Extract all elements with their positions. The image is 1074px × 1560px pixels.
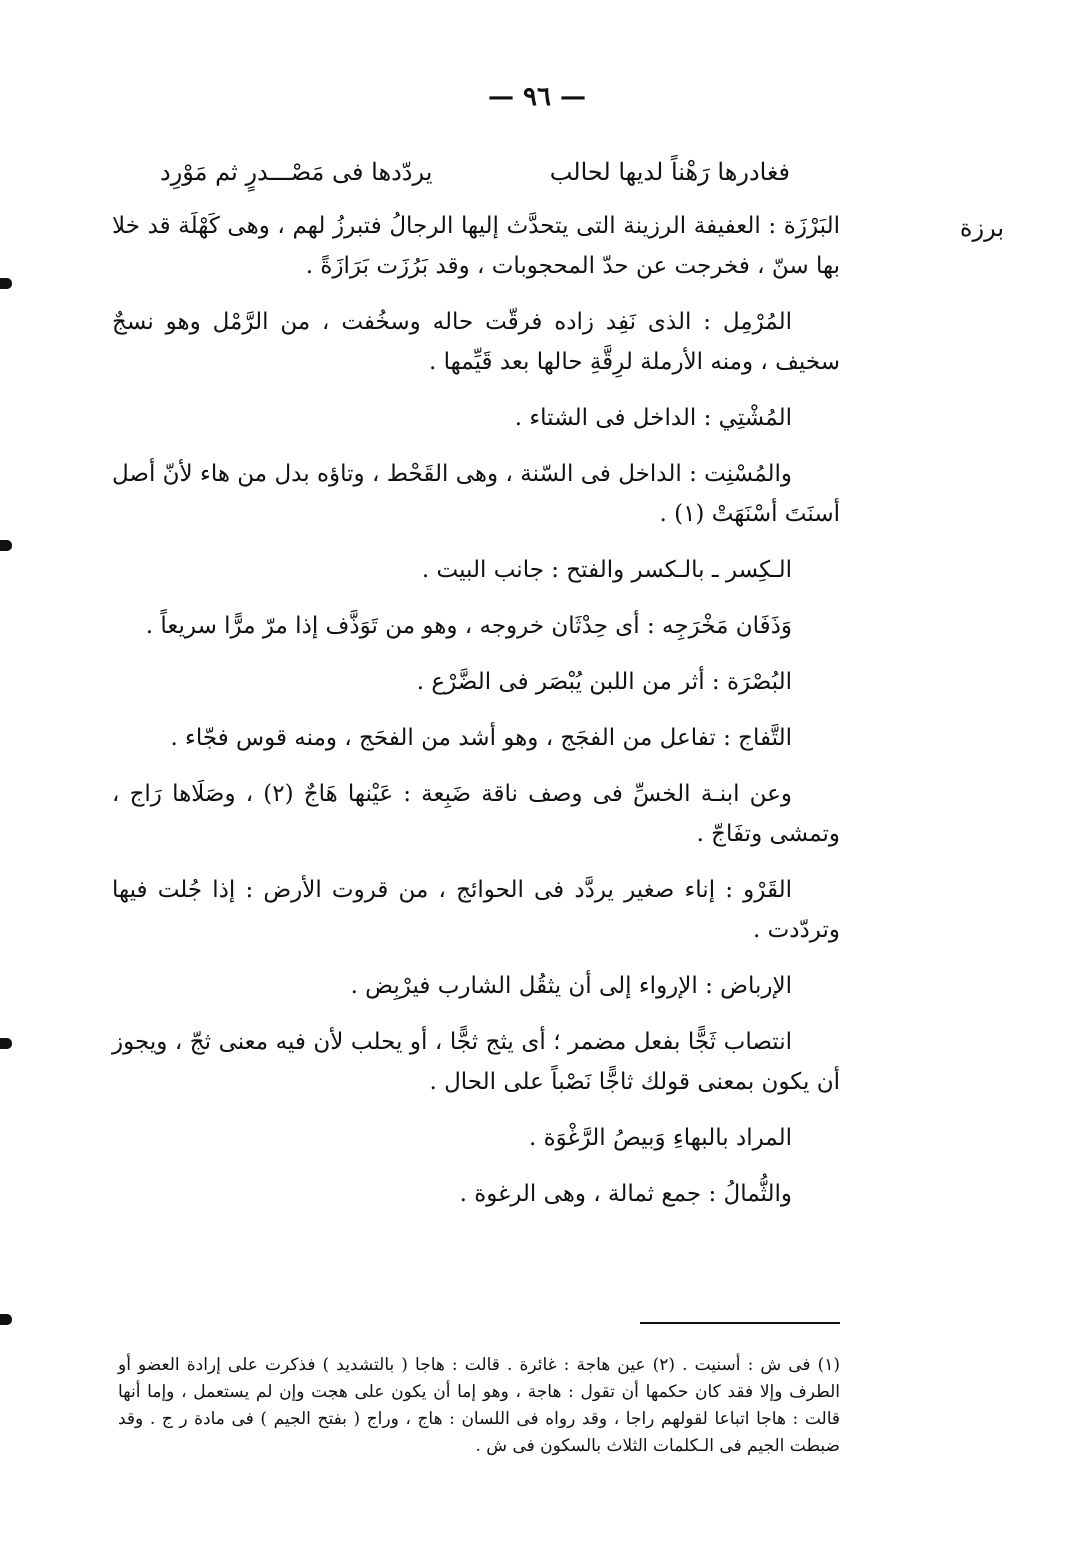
paragraph-tafaj: التَّفاج : تفاعل من الفجَج ، وهو أشد من الفحَج ، ومنه قوس فجّاء . [170,725,792,751]
paragraph-busra: البُصْرَة : أثر من اللبن يُبْصَر فى الضَّرْع . [416,669,792,695]
paragraph-murmil: المُرْمِل : الذى نَفِد زاده فرقّت حاله وسخُفت ، من الرَّمْل وهو نسجٌ سخيف ، ومنه الأرملة لرِقَّةِ حالها بعد قَيِّمها . [112,309,840,375]
scan-edge-mark [0,1038,12,1049]
paragraph-musnit: والمُسْنِت : الداخل فى السّنة ، وهى القَحْط ، وتاؤه بدل من هاء لأنّ أصل أسنَتَ أسْنَهَتْ (١) . [112,461,840,527]
paragraph-wadhafan: وَذَفَان مَخْرَجِه : أى حِدْثَان خروجه ، وهو من تَوَذَّف إذا مرّ مرًّا سريعاً . [145,613,792,639]
paragraph-qarw: القَرْو : إناء صغير يردَّد فى الحوائج ، من قروت الأرض : إذا جُلت فيها وتردّدت . [112,877,840,943]
footnote-text: (١) فى ش : أسنيت . (٢) عين هاجة : غائرة . قالت : هاجا ( بالتشديد ) فذكرت على إرادة العضو أو الطرف وإلا فقد كان حكمها أن تقول : هاجة ، وهو إما أن يكون على هجت وإن لم يستعمل ، وإما أنها قالت : هاجا اتباعا لقولهم راجا ، وقد رواه فى اللسان : هاج ، وراج ( بفتح الجيم ) فى مادة ر ج . وقد ضبطت الجيم فى الـكلمات الثلاث بالسكون فى ش . [118,1355,840,1456]
page-number: — ٩٦ — [487,82,587,112]
scan-edge-mark [0,1314,12,1325]
paragraph-kisr: الـكِسر ـ بالـكسر والفتح : جانب البيت . [421,557,792,583]
verse-hemistich-second: يردّدها فى مَصْـــدرٍ ثم مَوْرِد [160,158,433,186]
verse-line [160,158,790,186]
paragraph-thumal: والثُّمالُ : جمع ثمالة ، وهى الرغوة . [459,1181,792,1207]
paragraph-ibnat-alkhuss: وعن ابنـة الخسِّ فى وصف ناقة ضَبِعة : عَيْنها هَاجٌ (٢) ، وصَلَاها رَاج ، وتمشى وتفَاجّ . [112,781,840,847]
body-text [112,206,840,1230]
verse-hemistich-first: فغادرها رَهْناً لديها لحالب [549,158,790,186]
footnote-divider [640,1322,840,1324]
paragraph-mushti: المُشْتِي : الداخل فى الشتاء . [514,405,792,431]
margin-entry-word: برزة [959,214,1004,242]
scan-edge-mark [0,278,12,289]
scan-edge-mark [0,540,12,551]
paragraph-barza: البَرْزَة : العفيفة الرزينة التى يتحدَّث إليها الرجالُ فتبرزُ لهم ، وهى كَهْلَة قد خلا بها سنّ ، فخرجت عن حدّ المحجوبات ، وقد بَرُزَت بَرَازَةً . [112,213,840,279]
footnotes [118,1352,840,1460]
paragraph-intisab: انتصاب ثَجًّا بفعل مضمر ؛ أى يثج ثجًّا ، أو يحلب لأن فيه معنى ثجّ ، ويجوز أن يكون بمعنى قولك ثاجًّا نَصْباً على الحال . [112,1029,840,1095]
paragraph-bahaa: المراد بالبهاءِ وَبيصُ الرَّغْوَة . [528,1125,792,1151]
paragraph-irbad: الإرباض : الإرواء إلى أن يثقُل الشارب فيرْبِض . [350,973,792,999]
